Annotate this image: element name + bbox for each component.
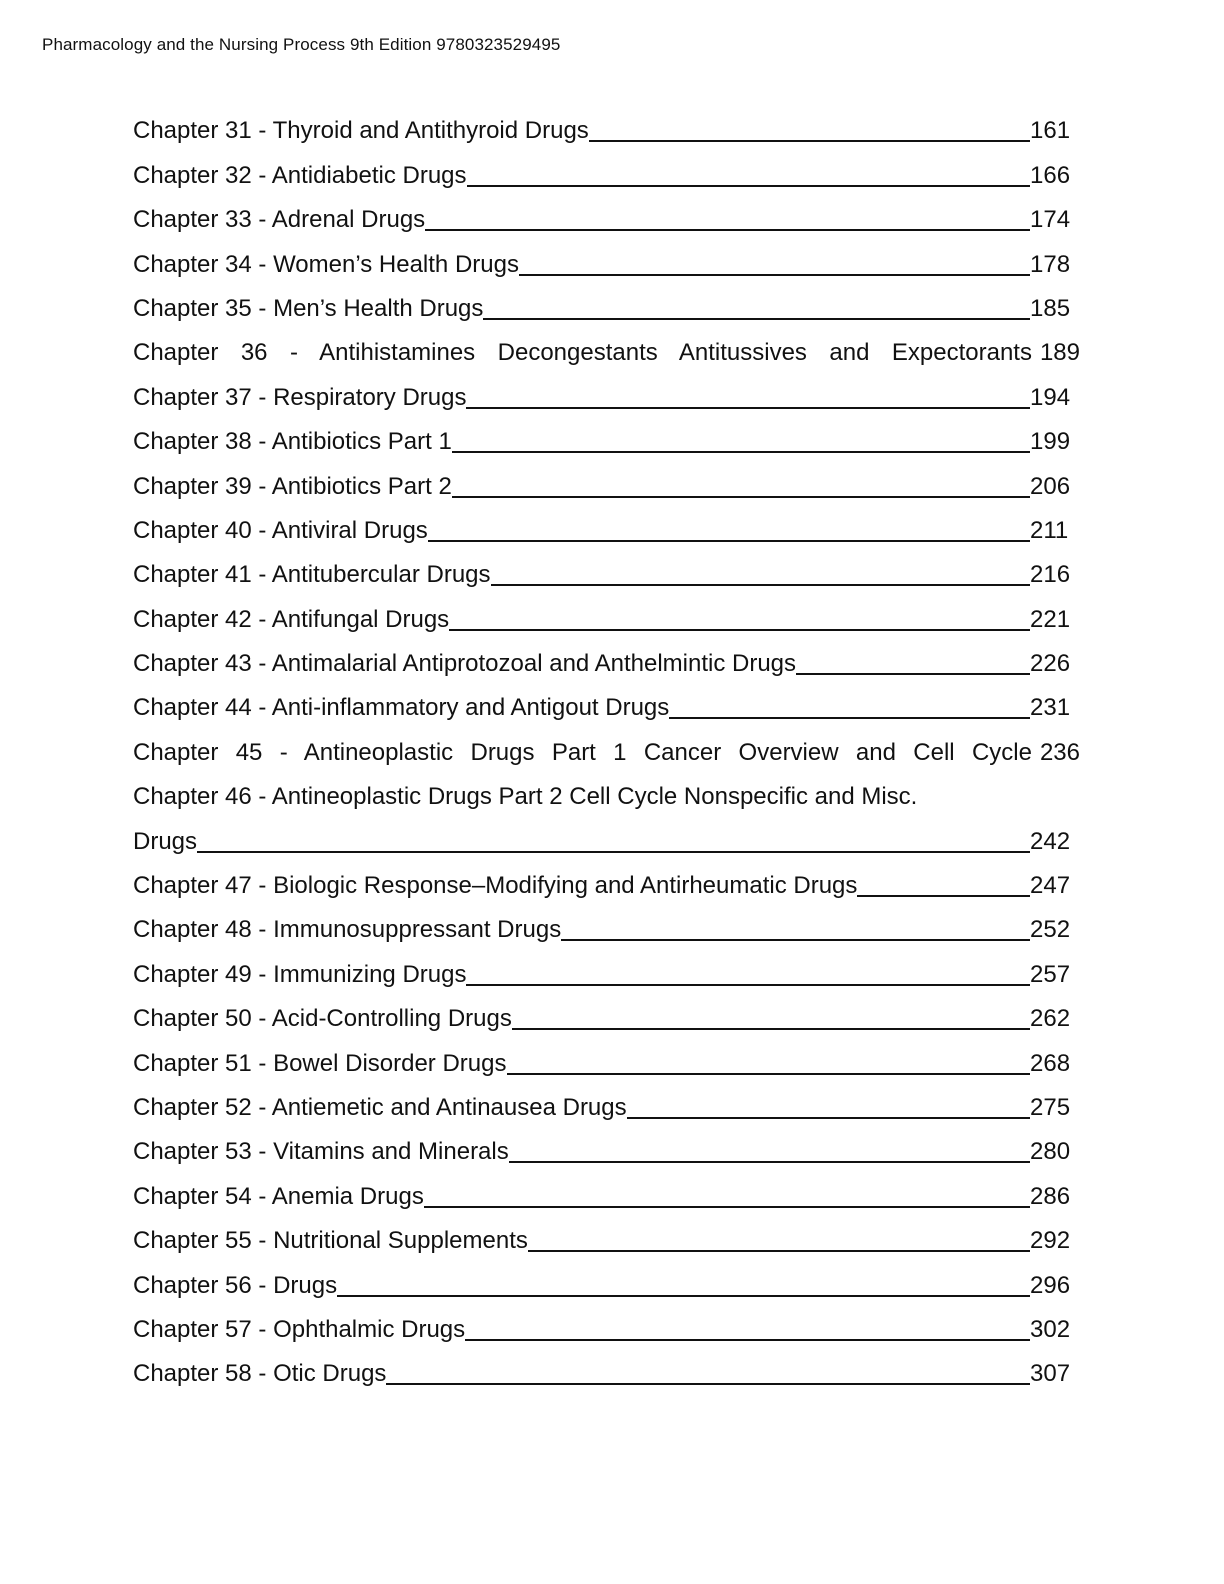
toc-entry-title: Chapter 46 - Antineoplastic Drugs Part 2 Cell Cycle Nonspecific and Misc. xyxy=(133,783,918,811)
toc-leader-line xyxy=(507,1073,1031,1075)
toc-entry-page: 206 xyxy=(1030,472,1071,500)
toc-entry-chapter-56[interactable] xyxy=(133,1257,1080,1301)
toc-entry-chapter-46[interactable] xyxy=(133,769,1080,813)
toc-leader-line xyxy=(561,939,1030,941)
toc-leader-line xyxy=(465,1339,1030,1341)
toc-leader-line xyxy=(528,1250,1030,1252)
toc-entry-chapter-38[interactable] xyxy=(133,414,1080,458)
toc-entry-title: Chapter 44 - Anti-inflammatory and Antigout Drugs xyxy=(133,694,670,722)
toc-entry-title: Chapter 32 - Antidiabetic Drugs xyxy=(133,161,467,189)
toc-entry-title: Chapter 52 - Antiemetic and Antinausea Drugs xyxy=(133,1093,627,1121)
toc-entry-chapter-50[interactable] xyxy=(133,991,1080,1035)
toc-entry-page: 280 xyxy=(1030,1138,1071,1166)
toc-entry-chapter-53[interactable] xyxy=(133,1124,1080,1168)
toc-entry-page: 231 xyxy=(1030,694,1071,722)
toc-entry-page: 226 xyxy=(1030,650,1071,678)
toc-entry-page: 292 xyxy=(1030,1227,1071,1255)
toc-entry-chapter-35[interactable] xyxy=(133,281,1080,325)
toc-entry-page: 189 xyxy=(1039,339,1080,367)
toc-entry-title: Chapter 39 - Antibiotics Part 2 xyxy=(133,472,452,500)
toc-entry-title: Chapter 42 - Antifungal Drugs xyxy=(133,605,450,633)
toc-leader-line xyxy=(483,318,1030,320)
toc-entry-page: 221 xyxy=(1030,605,1071,633)
toc-entry-chapter-33[interactable] xyxy=(133,192,1080,236)
toc-leader-line xyxy=(669,717,1030,719)
toc-entry-page: 257 xyxy=(1030,960,1071,988)
toc-entry-chapter-55[interactable] xyxy=(133,1213,1080,1257)
toc-entry-chapter-45[interactable] xyxy=(133,724,1080,768)
toc-entry-chapter-42[interactable] xyxy=(133,591,1080,635)
toc-leader-line xyxy=(386,1383,1030,1385)
toc-leader-line xyxy=(509,1161,1030,1163)
toc-entry-title: Chapter 33 - Adrenal Drugs xyxy=(133,206,426,234)
toc-leader-line xyxy=(857,895,1030,897)
toc-entry-title: Chapter 49 - Immunizing Drugs xyxy=(133,960,467,988)
toc-entry-title: Chapter 43 - Antimalarial Antiprotozoal and Anthelmintic Drugs xyxy=(133,650,797,678)
toc-entry-title: Chapter 37 - Respiratory Drugs xyxy=(133,383,467,411)
toc-leader-line xyxy=(428,540,1030,542)
toc-entry-page: 166 xyxy=(1030,161,1071,189)
toc-entry-title: Chapter 34 - Women’s Health Drugs xyxy=(133,250,519,278)
toc-entry-page: 178 xyxy=(1030,250,1071,278)
toc-entry-page: 185 xyxy=(1030,294,1071,322)
toc-entry-chapter-49[interactable] xyxy=(133,946,1080,990)
toc-entry-chapter-39[interactable] xyxy=(133,458,1080,502)
toc-entry-page: 174 xyxy=(1030,206,1071,234)
toc-leader-line xyxy=(627,1117,1030,1119)
toc-entry-title: Chapter 56 - Drugs xyxy=(133,1271,338,1299)
toc-entry-page: 194 xyxy=(1030,383,1071,411)
toc-entry-chapter-37[interactable] xyxy=(133,369,1080,413)
toc-leader-line xyxy=(337,1295,1030,1297)
table-of-contents xyxy=(133,103,1080,1390)
toc-entry-title: Chapter 40 - Antiviral Drugs xyxy=(133,516,428,544)
toc-entry-page: 236 xyxy=(1039,738,1080,766)
toc-leader-line xyxy=(519,274,1030,276)
toc-entry-chapter-32[interactable] xyxy=(133,147,1080,191)
running-header: Pharmacology and the Nursing Process 9th Edition 9780323529495 xyxy=(42,35,561,54)
toc-entry-page: 247 xyxy=(1030,872,1071,900)
toc-entry-title: Chapter 35 - Men’s Health Drugs xyxy=(133,294,484,322)
toc-entry-chapter-34[interactable] xyxy=(133,236,1080,280)
toc-leader-line xyxy=(467,185,1030,187)
toc-leader-line xyxy=(796,673,1030,675)
toc-entry-title: Chapter 45 - Antineoplastic Drugs Part 1 Cancer Overview and Cell Cycle xyxy=(133,738,1032,766)
toc-leader-line xyxy=(452,451,1030,453)
toc-entry-chapter-46-continued[interactable] xyxy=(133,813,1080,857)
toc-entry-page: 216 xyxy=(1030,561,1071,589)
toc-entry-page: 275 xyxy=(1030,1093,1071,1121)
toc-entry-chapter-36[interactable] xyxy=(133,325,1080,369)
toc-entry-chapter-54[interactable] xyxy=(133,1168,1080,1212)
toc-entry-page: 286 xyxy=(1030,1182,1071,1210)
toc-entry-page: 302 xyxy=(1030,1315,1071,1343)
toc-entry-title: Chapter 38 - Antibiotics Part 1 xyxy=(133,428,452,456)
toc-entry-title: Chapter 41 - Antitubercular Drugs xyxy=(133,561,491,589)
toc-entry-chapter-31[interactable] xyxy=(133,103,1080,147)
toc-entry-title: Chapter 31 - Thyroid and Antithyroid Drugs xyxy=(133,117,589,145)
toc-entry-title: Chapter 53 - Vitamins and Minerals xyxy=(133,1138,509,1166)
toc-entry-chapter-48[interactable] xyxy=(133,902,1080,946)
toc-entry-chapter-57[interactable] xyxy=(133,1302,1080,1346)
toc-entry-page: 262 xyxy=(1030,1005,1071,1033)
toc-entry-title: Chapter 54 - Anemia Drugs xyxy=(133,1182,424,1210)
toc-leader-line xyxy=(425,229,1030,231)
toc-entry-chapter-58[interactable] xyxy=(133,1346,1080,1390)
toc-entry-chapter-52[interactable] xyxy=(133,1080,1080,1124)
toc-entry-page: 199 xyxy=(1030,428,1071,456)
toc-entry-page: 161 xyxy=(1030,117,1071,145)
toc-leader-line xyxy=(466,984,1030,986)
toc-entry-title: Chapter 57 - Ophthalmic Drugs xyxy=(133,1315,466,1343)
toc-entry-chapter-41[interactable] xyxy=(133,547,1080,591)
toc-leader-line xyxy=(452,496,1030,498)
toc-leader-line xyxy=(424,1206,1030,1208)
toc-entry-page: 252 xyxy=(1030,916,1071,944)
toc-entry-chapter-51[interactable] xyxy=(133,1035,1080,1079)
toc-entry-page: 242 xyxy=(1030,827,1071,855)
toc-leader-line xyxy=(449,629,1030,631)
toc-entry-page: 296 xyxy=(1030,1271,1071,1299)
toc-leader-line xyxy=(589,140,1030,142)
toc-entry-title: Chapter 48 - Immunosuppressant Drugs xyxy=(133,916,562,944)
toc-entry-title: Chapter 58 - Otic Drugs xyxy=(133,1360,387,1388)
toc-entry-chapter-43[interactable] xyxy=(133,636,1080,680)
toc-leader-line xyxy=(512,1028,1030,1030)
toc-leader-line xyxy=(197,851,1030,853)
toc-entry-page: 268 xyxy=(1030,1049,1071,1077)
toc-entry-title: Chapter 47 - Biologic Response–Modifying and Antirheumatic Drugs xyxy=(133,872,858,900)
toc-entry-chapter-47[interactable] xyxy=(133,858,1080,902)
toc-entry-chapter-44[interactable] xyxy=(133,680,1080,724)
toc-entry-page: 307 xyxy=(1030,1360,1071,1388)
toc-entry-title: Chapter 36 - Antihistamines Decongestants Antitussives and Expectorants xyxy=(133,339,1032,367)
toc-entry-chapter-40[interactable] xyxy=(133,503,1080,547)
toc-entry-title: Chapter 51 - Bowel Disorder Drugs xyxy=(133,1049,507,1077)
toc-entry-title-continued: Drugs xyxy=(133,827,198,855)
toc-entry-page: 211 xyxy=(1030,516,1069,544)
toc-leader-line xyxy=(491,584,1030,586)
toc-entry-title: Chapter 55 - Nutritional Supplements xyxy=(133,1227,528,1255)
toc-leader-line xyxy=(466,407,1030,409)
toc-entry-title: Chapter 50 - Acid-Controlling Drugs xyxy=(133,1005,512,1033)
